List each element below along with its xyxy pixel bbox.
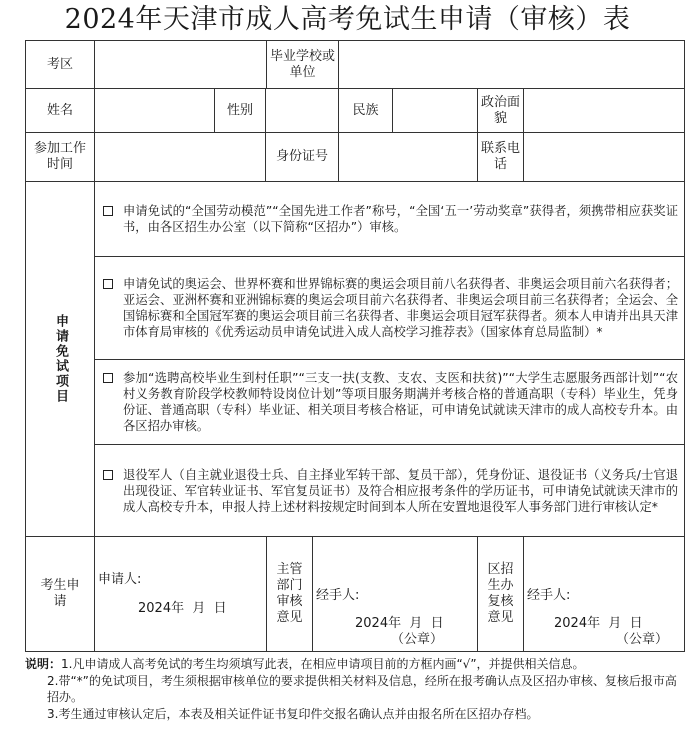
grad-school-field[interactable] <box>338 40 685 89</box>
name-label: 姓名 <box>25 88 95 133</box>
supervisor-sign-block[interactable] <box>312 536 478 652</box>
supervisor-date: 2024年 月 日 <box>355 616 444 631</box>
district-handler-label: 经手人: <box>527 588 571 603</box>
political-status-label: 政治面貌 <box>477 88 524 133</box>
district-date: 2024年 月 日 <box>554 616 643 631</box>
item-graduate-program <box>94 359 685 445</box>
gender-label: 性别 <box>214 88 266 133</box>
district-review-label: 区招生办复核意见 <box>477 536 524 652</box>
item-checkbox[interactable] <box>103 373 113 383</box>
note-3: 3.考生通过审核认定后，本表及相关证件证书复印件交报名确认点并由报名所在区招办存档。 <box>47 706 539 721</box>
ethnicity-label: 民族 <box>338 88 393 133</box>
ethnicity-field[interactable] <box>392 88 478 133</box>
exam-area-field[interactable] <box>94 40 267 89</box>
item-checkbox[interactable] <box>103 279 113 289</box>
application-form <box>25 40 685 652</box>
id-number-label: 身份证号 <box>265 132 339 182</box>
applicant-sign-block[interactable] <box>94 536 267 652</box>
applicant-date: 2024年 月 日 <box>138 601 227 616</box>
note-1: 说明：1.凡申请成人高考免试的考生均须填写此表，在相应申请项目前的方框内画“√”，并提供相关信息。 <box>25 657 585 671</box>
supervisor-seal: （公章） <box>391 632 444 647</box>
form-title: 2024年天津市成人高考免试生申请（审核）表 <box>64 4 631 35</box>
exam-area-label: 考区 <box>25 40 95 89</box>
phone-label: 联系电话 <box>477 132 524 182</box>
political-status-field[interactable] <box>523 88 685 133</box>
item-veteran <box>94 444 685 537</box>
item-text: 申请免试的奥运会、世界杯赛和世界锦标赛的奥运会项目前八名获得者、非奥运会项目前六名获得者；亚运会、亚洲杯赛和亚洲锦标赛的奥运会项目前六名获得者、非奥运会项目前三名获得者；全运会、全国锦标赛和全国冠军赛的奥运会项目前三名获得者、非奥运会项目冠军获得者。须本人申请并出具天津市体育局审核的《优秀运动员申请免试进入成人高校学习推荐表》（国家体育总局监制）* <box>123 277 678 339</box>
phone-field[interactable] <box>523 132 685 182</box>
work-start-label: 参加工作时间 <box>25 132 95 182</box>
item-text: 参加“选聘高校毕业生到村任职”“三支一扶(支教、支农、支医和扶贫)”“大学生志愿服务西部计划”“农村义务教育阶段学校教师特设岗位计划”等项目服务期满并考核合格的普通高职（专科）毕业生，凭身份证、普通高职（专科）毕业证、相关项目考核合格证，可申请免试就读天津市的成人高校专升本。由各区招办审核。 <box>123 371 678 433</box>
item-athlete <box>94 256 685 360</box>
item-text: 退役军人（自主就业退役士兵、自主择业军转干部、复员干部），凭身份证、退役证书（义务兵/士官退出现役证、军官转业证书、军官复员证书）及符合相应报考条件的学历证书，可申请免试就读天津市的成人高校专升本，申报人持上述材料按规定时间到本人所在安置地退役军人事务部门进行审核认定* <box>123 467 678 514</box>
apply-items-label: 申请免试项目 <box>25 181 95 537</box>
form-notes <box>25 656 685 722</box>
id-number-field[interactable] <box>338 132 478 182</box>
gender-field[interactable] <box>265 88 339 133</box>
district-sign-block[interactable] <box>523 536 685 652</box>
supervisor-review-label: 主管部门审核意见 <box>266 536 313 652</box>
item-checkbox[interactable] <box>103 470 113 480</box>
note-2: 2.带“*”的免试项目，考生须根据审核单位的要求提供相关材料及信息，经所在报考确认点及区招办审核、复核后报市高招办。 <box>47 673 677 704</box>
grad-school-label: 毕业学校或单位 <box>266 40 339 89</box>
work-start-field[interactable] <box>94 132 266 182</box>
district-seal: （公章） <box>616 632 669 647</box>
item-labor-model <box>94 181 685 257</box>
applicant-label: 申请人: <box>98 572 142 587</box>
supervisor-handler-label: 经手人: <box>316 588 360 603</box>
notes-heading: 说明： <box>25 657 62 671</box>
applicant-apply-label: 考生申请 <box>25 536 95 652</box>
item-text: 申请免试的“全国劳动模范”“全国先进工作者”称号，“全国‘五一’劳动奖章”获得者，须携带相应获奖证书，由各区招生办公室（以下简称“区招办”）审核。 <box>123 204 678 234</box>
name-field[interactable] <box>94 88 215 133</box>
item-checkbox[interactable] <box>103 206 113 216</box>
